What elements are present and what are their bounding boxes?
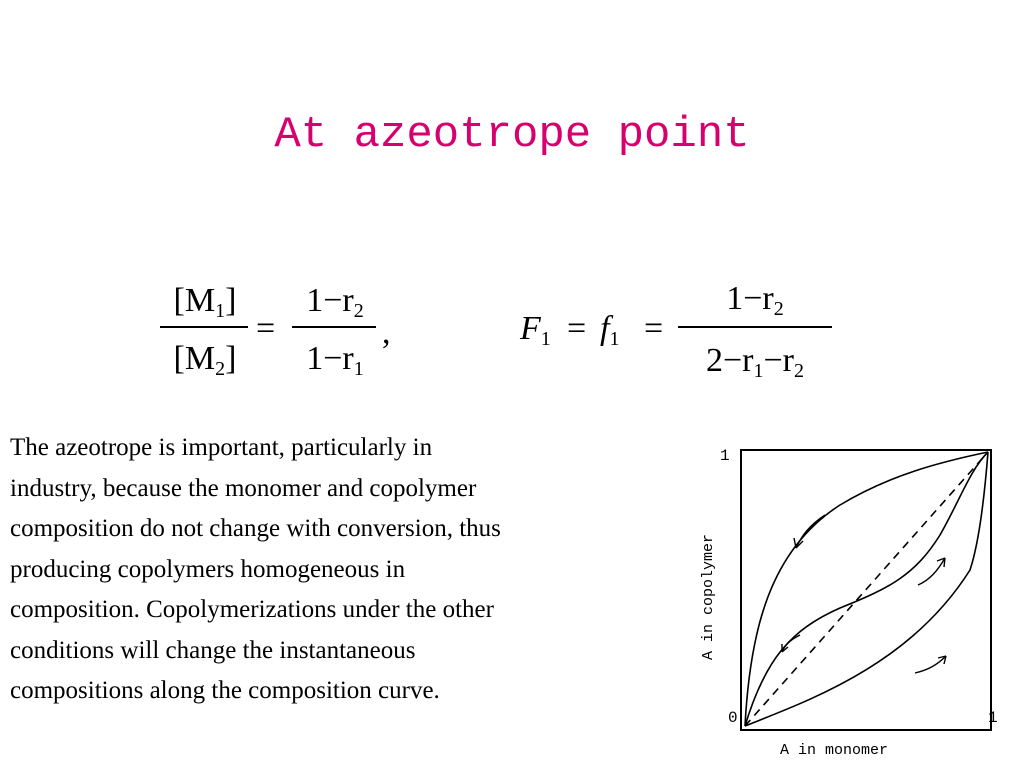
eq1-lhs-num-text: [M (173, 282, 216, 319)
paragraph-line: compositions along the composition curve. (10, 677, 440, 704)
eq2-den-a-text: 2−r (706, 342, 754, 379)
paragraph-line: composition do not change with conversion, thus (10, 515, 501, 542)
eq1-rhs-num-sub: 2 (353, 300, 364, 322)
eq1-lhs-num-sub: 1 (215, 300, 226, 322)
paragraph-line: producing copolymers homogeneous in (10, 555, 406, 583)
eq1-rhs-num-text: 1−r (306, 282, 354, 319)
eq2-den-b-text: −r (763, 342, 794, 379)
eq2-F (520, 310, 551, 351)
paragraph-line: industry, because the monomer and copolymer (10, 474, 477, 502)
eq1-lhs-den-text: [M (173, 340, 216, 377)
x-tick-right: 1 (988, 709, 998, 727)
eq1-lhs-den-close: ] (225, 340, 237, 377)
eq2-equals-1: = (567, 310, 587, 347)
slide-title: At azeotrope point (274, 110, 750, 160)
arrow-lower-icon (915, 656, 946, 673)
eq1-rhs-den-sub: 1 (353, 358, 364, 380)
x-tick-left: 0 (728, 709, 738, 727)
paragraph-line: composition. Copolymerizations under the other (10, 596, 494, 623)
x-axis-label: A in monomer (780, 742, 889, 759)
eq2-f (600, 310, 619, 351)
eq1-rhs-fraction-bar (292, 326, 376, 328)
eq1-lhs-den-sub: 2 (215, 358, 226, 380)
y-axis-label: A in copolymer (700, 533, 717, 660)
eq2-F-text: F (520, 310, 541, 347)
eq1-rhs-den-text: 1−r (306, 340, 354, 377)
eq1-lhs-fraction-bar (160, 326, 248, 328)
eq2-f-sub: 1 (609, 328, 620, 350)
azeotrope-paragraph (10, 428, 690, 712)
eq2-num-text: 1−r (726, 280, 774, 317)
eq2-num-sub: 2 (773, 298, 784, 320)
paragraph-line: conditions will change the instantaneous (10, 636, 416, 664)
eq2-equals-2: = (644, 310, 664, 347)
y-tick-top: 1 (720, 447, 730, 465)
eq1-lhs-num-close: ] (225, 282, 237, 319)
azeotrope-diagonal (745, 452, 988, 726)
eq1-lhs-numerator (160, 282, 250, 323)
eq2-den-a-sub: 1 (753, 360, 764, 382)
eq1-rhs-numerator (290, 282, 380, 323)
arrow-mid-icon (918, 558, 945, 585)
eq2-F-sub: 1 (540, 328, 551, 350)
eq2-denominator (678, 342, 832, 383)
eq1-comma: , (382, 314, 391, 351)
eq2-numerator (678, 280, 832, 321)
eq2-f-text: f (600, 310, 610, 347)
eq2-fraction-bar (678, 326, 832, 328)
eq2-den-b-sub: 2 (794, 360, 804, 382)
eq1-rhs-denominator (290, 340, 380, 381)
paragraph-line: The azeotrope is important, particularly in (10, 434, 433, 461)
eq1-lhs-denominator (160, 340, 250, 381)
copolymer-composition-figure (690, 430, 1020, 764)
eq1-equals: = (256, 310, 276, 347)
